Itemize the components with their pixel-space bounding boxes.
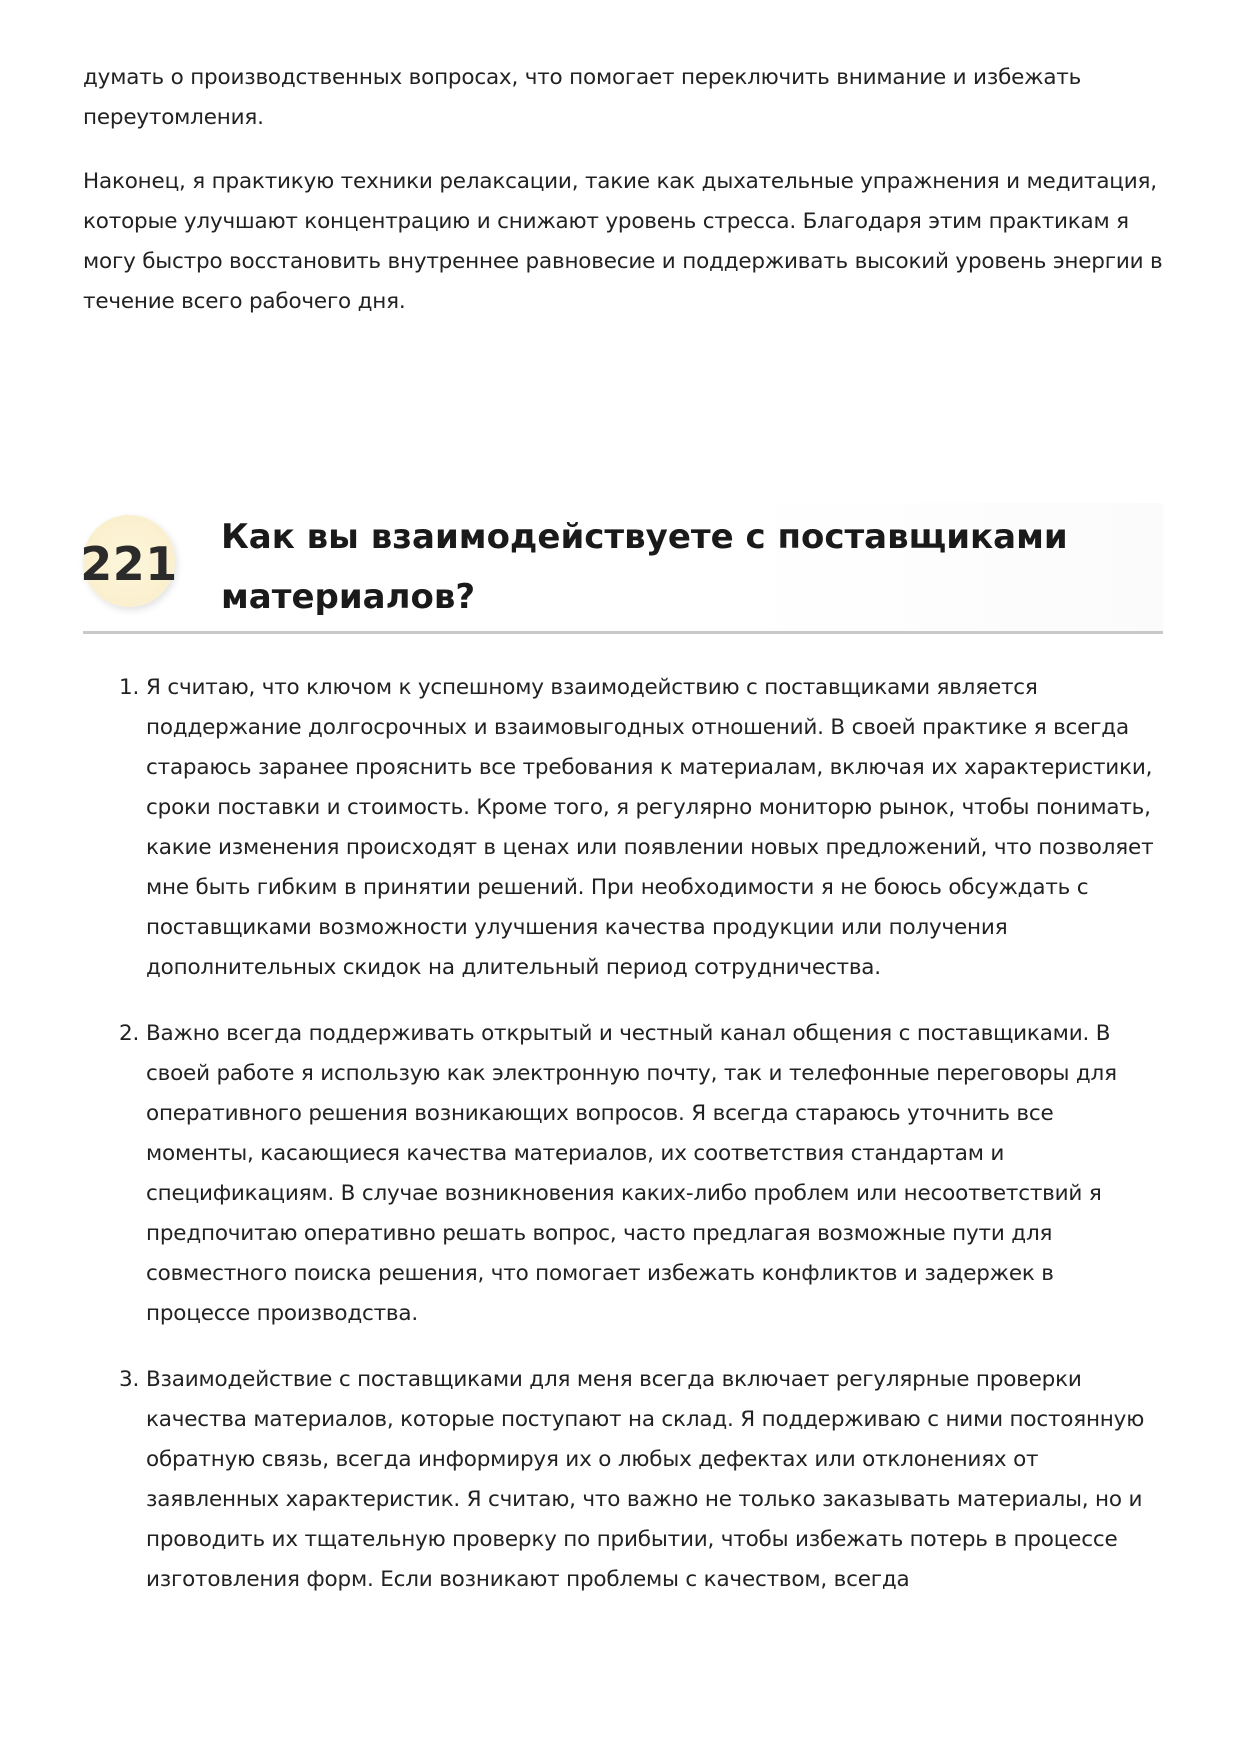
intro-paragraph: Наконец, я практикую техники релаксации, такие как дыхательные упражнения и медитация, которые улучшают концентрацию и снижают уровень стресса. Благодаря этим практикам я могу быстро восстановить внутреннее равновесие и поддерживать высокий уровень энергии в течение всего рабочего дня. (83, 169, 1163, 314)
answer-text: Важно всегда поддерживать открытый и честный канал общения с поставщиками. В своей работе я использую как электронную почту, так и телефонные переговоры для оперативного решения возникающих вопросов. Я всегда стараюсь уточнить все моменты, касающиеся качества материалов, их соответствия стандартам и спецификациям. В случае возникновения каких-либо проблем или несоответствий я предпочитаю оперативно решать вопрос, часто предлагая возможные пути для совместного поиска решения, что помогает избежать конфликтов и задержек в процессе производства. (146, 1021, 1117, 1326)
answer-number: 3. (119, 1367, 140, 1392)
answer-number: 1. (119, 675, 140, 700)
question-number: 221 (80, 537, 178, 591)
answer-list (83, 668, 1163, 1626)
answer-text: Взаимодействие с поставщиками для меня всегда включает регулярные проверки качества материалов, которые поступают на склад. Я поддерживаю с ними постоянную обратную связь, всегда информируя их о любых дефектах или отклонениях от заявленных характеристик. Я считаю, что важно не только заказывать материалы, но и проводить их тщательную проверку по прибытии, чтобы избежать потерь в процессе изготовления форм. Если возникают проблемы с качеством, всегда (146, 1367, 1145, 1592)
intro-paragraph: думать о производственных вопросах, что помогает переключить внимание и избежать переутомления. (83, 65, 1082, 130)
question-header (80, 503, 1163, 634)
answer-text: Я считаю, что ключом к успешному взаимодействию с поставщиками является поддержание долгосрочных и взаимовыгодных отношений. В своей практике я всегда стараюсь заранее прояснить все требования к материалам, включая их характеристики, сроки поставки и стоимость. Кроме того, я регулярно мониторю рынок, чтобы понимать, какие изменения происходят в ценах или появлении новых предложений, что позволяет мне быть гибким в принятии решений. При необходимости я не боюсь обсуждать с поставщиками возможности улучшения качества продукции или получения дополнительных скидок на длительный период сотрудничества. (146, 675, 1154, 980)
answer-item (83, 668, 1163, 988)
intro-section (83, 58, 1163, 346)
answer-item (83, 1014, 1163, 1334)
question-title: Как вы взаимодействуете с поставщиками материалов? (221, 517, 1068, 617)
answer-item (83, 1360, 1163, 1600)
answer-number: 2. (119, 1021, 140, 1046)
